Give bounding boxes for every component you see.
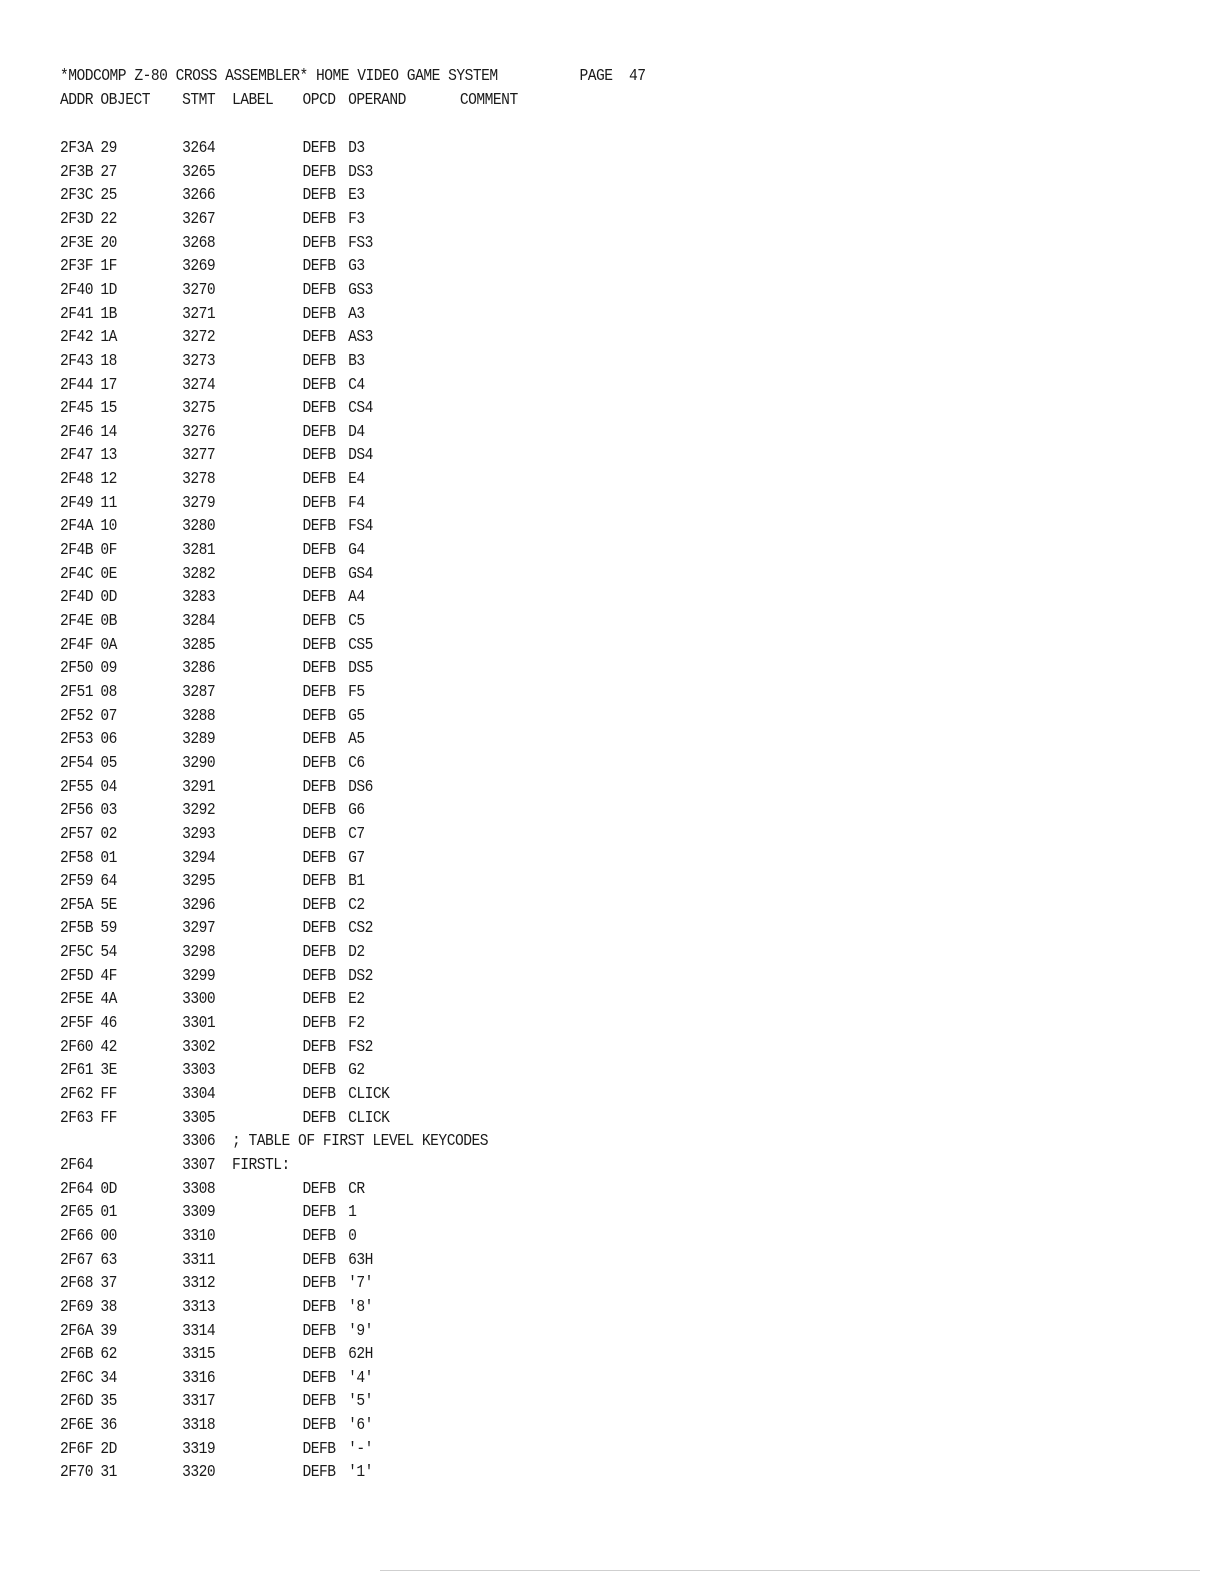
row-opcd: DEFB <box>302 493 336 513</box>
row-object: 42 <box>100 1037 117 1057</box>
row-stmt: 3309 <box>182 1203 216 1223</box>
row-object: 37 <box>100 1274 117 1294</box>
row-opcd: DEFB <box>302 209 336 229</box>
row-opcd: DEFB <box>302 375 336 395</box>
row-operand: FS2 <box>348 1037 373 1057</box>
row-object: 00 <box>100 1226 117 1246</box>
row-stmt: 3294 <box>182 848 216 868</box>
row-addr: 2F3E <box>60 233 94 253</box>
row-operand: AS3 <box>348 328 373 348</box>
row-addr: 2F5E <box>60 990 94 1010</box>
listing-header <box>60 66 646 88</box>
row-operand: F5 <box>348 682 365 702</box>
row-addr: 2F3F <box>60 257 94 277</box>
row-addr: 2F70 <box>60 1463 94 1483</box>
row-opcd: DEFB <box>302 1345 336 1365</box>
row-stmt: 3289 <box>182 730 216 750</box>
row-opcd: DEFB <box>302 186 336 206</box>
row-stmt: 3296 <box>182 895 216 915</box>
row-stmt: 3278 <box>182 470 216 490</box>
row-operand: G6 <box>348 801 365 821</box>
row-opcd: DEFB <box>302 895 336 915</box>
row-stmt: 3314 <box>182 1321 216 1341</box>
row-addr: 2F65 <box>60 1203 94 1223</box>
row-object: 59 <box>100 919 117 939</box>
row-opcd: DEFB <box>302 1085 336 1104</box>
row-stmt: 3295 <box>182 872 216 892</box>
row-label: FIRSTL: <box>232 1155 290 1175</box>
row-operand: D4 <box>348 422 365 442</box>
row-stmt: 3288 <box>182 706 216 726</box>
row-stmt: 3273 <box>182 351 216 371</box>
row-stmt: 3317 <box>182 1392 216 1412</box>
row-object: 1B <box>100 304 117 324</box>
row-operand: 0 <box>348 1226 357 1246</box>
row-opcd: DEFB <box>302 872 336 892</box>
row-opcd: DEFB <box>302 1226 336 1246</box>
row-stmt: 3306 <box>182 1132 216 1152</box>
row-object: 08 <box>100 682 117 702</box>
row-opcd: DEFB <box>302 351 336 371</box>
row-addr: 2F68 <box>60 1274 94 1294</box>
row-object: 1A <box>100 328 117 348</box>
col-addr-header: ADDR <box>60 91 94 110</box>
row-operand: E2 <box>348 990 365 1010</box>
row-opcd: DEFB <box>302 139 336 158</box>
row-object: 36 <box>100 1416 117 1436</box>
row-operand: CLICK <box>348 1085 390 1104</box>
row-opcd: DEFB <box>302 801 336 821</box>
row-object: 0A <box>100 635 117 655</box>
row-stmt: 3320 <box>182 1463 216 1483</box>
row-operand: '7' <box>348 1274 373 1294</box>
row-operand: G4 <box>348 541 365 560</box>
row-stmt: 3287 <box>182 682 216 702</box>
row-opcd: DEFB <box>302 612 336 631</box>
row-opcd: DEFB <box>302 446 336 466</box>
row-stmt: 3304 <box>182 1085 216 1104</box>
row-object: 0E <box>100 564 117 584</box>
row-addr: 2F57 <box>60 824 94 844</box>
row-operand: C4 <box>348 375 365 395</box>
row-addr: 2F4D <box>60 588 94 608</box>
column-headers <box>60 90 518 112</box>
row-opcd: DEFB <box>302 943 336 963</box>
row-operand: '6' <box>348 1416 373 1436</box>
row-addr: 2F3C <box>60 186 94 206</box>
row-object: 3E <box>100 1061 117 1081</box>
row-addr: 2F67 <box>60 1250 94 1270</box>
row-addr: 2F40 <box>60 280 94 300</box>
row-addr: 2F50 <box>60 659 94 679</box>
row-stmt: 3269 <box>182 257 216 277</box>
row-operand: D2 <box>348 943 365 963</box>
row-stmt: 3311 <box>182 1250 216 1270</box>
row-object: 1F <box>100 257 117 277</box>
row-opcd: DEFB <box>302 588 336 608</box>
row-opcd: DEFB <box>302 966 336 986</box>
row-addr: 2F6C <box>60 1368 94 1388</box>
row-object: 18 <box>100 351 117 371</box>
row-operand: FS4 <box>348 517 373 537</box>
row-stmt: 3268 <box>182 233 216 253</box>
row-operand: DS3 <box>348 162 373 182</box>
row-object: 38 <box>100 1297 117 1317</box>
row-object: 01 <box>100 848 117 868</box>
row-addr: 2F49 <box>60 493 94 513</box>
row-object: 25 <box>100 186 117 206</box>
col-stmt-header: STMT <box>182 91 216 110</box>
row-object: FF <box>100 1108 117 1128</box>
row-operand: E4 <box>348 470 365 490</box>
row-label: ; TABLE OF FIRST LEVEL KEYCODES <box>232 1132 488 1152</box>
row-stmt: 3272 <box>182 328 216 348</box>
row-operand: D3 <box>348 139 365 158</box>
row-stmt: 3284 <box>182 612 216 631</box>
row-operand: CLICK <box>348 1108 390 1128</box>
row-operand: B1 <box>348 872 365 892</box>
row-opcd: DEFB <box>302 328 336 348</box>
row-object: 20 <box>100 233 117 253</box>
row-operand: '1' <box>348 1463 373 1483</box>
row-addr: 2F53 <box>60 730 94 750</box>
row-addr: 2F47 <box>60 446 94 466</box>
row-opcd: DEFB <box>302 1014 336 1033</box>
row-stmt: 3291 <box>182 777 216 797</box>
row-operand: C7 <box>348 824 365 844</box>
row-stmt: 3302 <box>182 1037 216 1057</box>
row-opcd: DEFB <box>302 233 336 253</box>
row-opcd: DEFB <box>302 1297 336 1317</box>
row-opcd: DEFB <box>302 257 336 277</box>
row-object: 63 <box>100 1250 117 1270</box>
row-opcd: DEFB <box>302 399 336 419</box>
row-operand: E3 <box>348 186 365 206</box>
row-operand: CR <box>348 1179 365 1199</box>
row-object: 15 <box>100 399 117 419</box>
row-stmt: 3290 <box>182 753 216 773</box>
page-bottom-rule <box>380 1570 1200 1571</box>
row-stmt: 3293 <box>182 824 216 844</box>
row-addr: 2F59 <box>60 872 94 892</box>
row-stmt: 3316 <box>182 1368 216 1388</box>
row-object: 11 <box>100 493 117 513</box>
row-operand: DS5 <box>348 659 373 679</box>
row-addr: 2F55 <box>60 777 94 797</box>
row-stmt: 3276 <box>182 422 216 442</box>
row-opcd: DEFB <box>302 753 336 773</box>
row-operand: CS2 <box>348 919 373 939</box>
row-stmt: 3274 <box>182 375 216 395</box>
row-opcd: DEFB <box>302 1439 336 1459</box>
row-stmt: 3307 <box>182 1155 216 1175</box>
row-opcd: DEFB <box>302 706 336 726</box>
row-addr: 2F63 <box>60 1108 94 1128</box>
row-object: 1D <box>100 280 117 300</box>
row-stmt: 3305 <box>182 1108 216 1128</box>
row-opcd: DEFB <box>302 541 336 560</box>
listing-title: *MODCOMP Z-80 CROSS ASSEMBLER* HOME VIDEO GAME SYSTEM <box>60 67 498 86</box>
row-object: 29 <box>100 139 117 158</box>
row-object: 0B <box>100 612 117 631</box>
row-addr: 2F4C <box>60 564 94 584</box>
row-addr: 2F4A <box>60 517 94 537</box>
row-stmt: 3271 <box>182 304 216 324</box>
row-stmt: 3319 <box>182 1439 216 1459</box>
row-addr: 2F51 <box>60 682 94 702</box>
row-stmt: 3308 <box>182 1179 216 1199</box>
row-stmt: 3292 <box>182 801 216 821</box>
row-stmt: 3264 <box>182 139 216 158</box>
row-object: 39 <box>100 1321 117 1341</box>
row-object: 01 <box>100 1203 117 1223</box>
row-opcd: DEFB <box>302 1321 336 1341</box>
row-stmt: 3303 <box>182 1061 216 1081</box>
row-stmt: 3297 <box>182 919 216 939</box>
row-object: 31 <box>100 1463 117 1483</box>
row-addr: 2F3D <box>60 209 94 229</box>
row-operand: F2 <box>348 1014 365 1033</box>
row-operand: 1 <box>348 1203 357 1223</box>
row-object: 03 <box>100 801 117 821</box>
row-addr: 2F64 <box>60 1155 94 1175</box>
row-operand: CS5 <box>348 635 373 655</box>
row-opcd: DEFB <box>302 304 336 324</box>
row-addr: 2F5C <box>60 943 94 963</box>
row-addr: 2F5B <box>60 919 94 939</box>
row-opcd: DEFB <box>302 1250 336 1270</box>
row-object: 5E <box>100 895 117 915</box>
row-object: 0D <box>100 588 117 608</box>
row-addr: 2F52 <box>60 706 94 726</box>
row-operand: F4 <box>348 493 365 513</box>
row-opcd: DEFB <box>302 162 336 182</box>
row-opcd: DEFB <box>302 517 336 537</box>
row-object: 54 <box>100 943 117 963</box>
row-opcd: DEFB <box>302 777 336 797</box>
row-addr: 2F64 <box>60 1179 94 1199</box>
row-stmt: 3280 <box>182 517 216 537</box>
row-object: 06 <box>100 730 117 750</box>
row-addr: 2F43 <box>60 351 94 371</box>
row-stmt: 3266 <box>182 186 216 206</box>
row-opcd: DEFB <box>302 730 336 750</box>
row-opcd: DEFB <box>302 635 336 655</box>
row-addr: 2F45 <box>60 399 94 419</box>
row-object: 04 <box>100 777 117 797</box>
row-object: 10 <box>100 517 117 537</box>
row-operand: B3 <box>348 351 365 371</box>
row-stmt: 3283 <box>182 588 216 608</box>
row-opcd: DEFB <box>302 1203 336 1223</box>
row-operand: '4' <box>348 1368 373 1388</box>
row-object: 22 <box>100 209 117 229</box>
row-opcd: DEFB <box>302 1368 336 1388</box>
row-opcd: DEFB <box>302 990 336 1010</box>
row-opcd: DEFB <box>302 564 336 584</box>
row-addr: 2F56 <box>60 801 94 821</box>
row-stmt: 3281 <box>182 541 216 560</box>
row-operand: GS3 <box>348 280 373 300</box>
row-opcd: DEFB <box>302 422 336 442</box>
row-object: 05 <box>100 753 117 773</box>
row-stmt: 3267 <box>182 209 216 229</box>
row-operand: F3 <box>348 209 365 229</box>
row-stmt: 3299 <box>182 966 216 986</box>
row-stmt: 3282 <box>182 564 216 584</box>
row-operand: G5 <box>348 706 365 726</box>
row-object: 4F <box>100 966 117 986</box>
row-addr: 2F62 <box>60 1085 94 1104</box>
row-stmt: 3279 <box>182 493 216 513</box>
row-stmt: 3300 <box>182 990 216 1010</box>
row-operand: '8' <box>348 1297 373 1317</box>
row-addr: 2F5A <box>60 895 94 915</box>
col-object-header: OBJECT <box>100 91 150 110</box>
row-addr: 2F6F <box>60 1439 94 1459</box>
row-operand: A5 <box>348 730 365 750</box>
row-operand: G3 <box>348 257 365 277</box>
row-object: 64 <box>100 872 117 892</box>
row-addr: 2F48 <box>60 470 94 490</box>
row-addr: 2F5D <box>60 966 94 986</box>
row-stmt: 3265 <box>182 162 216 182</box>
row-opcd: DEFB <box>302 1392 336 1412</box>
row-stmt: 3275 <box>182 399 216 419</box>
row-addr: 2F4F <box>60 635 94 655</box>
row-stmt: 3301 <box>182 1014 216 1033</box>
row-stmt: 3318 <box>182 1416 216 1436</box>
row-object: 07 <box>100 706 117 726</box>
row-stmt: 3286 <box>182 659 216 679</box>
row-object: 09 <box>100 659 117 679</box>
row-opcd: DEFB <box>302 280 336 300</box>
row-object: 14 <box>100 422 117 442</box>
row-addr: 2F46 <box>60 422 94 442</box>
row-object: 12 <box>100 470 117 490</box>
row-opcd: DEFB <box>302 682 336 702</box>
row-addr: 2F4E <box>60 612 94 631</box>
row-addr: 2F6D <box>60 1392 94 1412</box>
row-operand: G2 <box>348 1061 365 1081</box>
row-addr: 2F66 <box>60 1226 94 1246</box>
row-opcd: DEFB <box>302 919 336 939</box>
row-operand: 62H <box>348 1345 373 1365</box>
row-addr: 2F58 <box>60 848 94 868</box>
row-opcd: DEFB <box>302 1037 336 1057</box>
row-object: 17 <box>100 375 117 395</box>
row-operand: DS2 <box>348 966 373 986</box>
row-object: 0F <box>100 541 117 560</box>
row-operand: 63H <box>348 1250 373 1270</box>
row-opcd: DEFB <box>302 848 336 868</box>
row-addr: 2F6B <box>60 1345 94 1365</box>
row-stmt: 3315 <box>182 1345 216 1365</box>
row-addr: 2F42 <box>60 328 94 348</box>
row-stmt: 3277 <box>182 446 216 466</box>
row-addr: 2F3A <box>60 139 94 158</box>
row-object: 34 <box>100 1368 117 1388</box>
row-opcd: DEFB <box>302 1108 336 1128</box>
row-addr: 2F69 <box>60 1297 94 1317</box>
row-opcd: DEFB <box>302 1179 336 1199</box>
row-addr: 2F3B <box>60 162 94 182</box>
row-addr: 2F41 <box>60 304 94 324</box>
row-operand: CS4 <box>348 399 373 419</box>
row-object: 13 <box>100 446 117 466</box>
row-opcd: DEFB <box>302 1061 336 1081</box>
row-operand: DS6 <box>348 777 373 797</box>
row-operand: G7 <box>348 848 365 868</box>
row-object: 27 <box>100 162 117 182</box>
row-opcd: DEFB <box>302 1463 336 1483</box>
row-operand: C6 <box>348 753 365 773</box>
row-operand: '9' <box>348 1321 373 1341</box>
row-operand: DS4 <box>348 446 373 466</box>
row-object: 46 <box>100 1014 117 1033</box>
col-opcd-header: OPCD <box>302 91 336 110</box>
row-stmt: 3310 <box>182 1226 216 1246</box>
col-comment-header: COMMENT <box>459 91 518 110</box>
row-operand: GS4 <box>348 564 373 584</box>
row-stmt: 3270 <box>182 280 216 300</box>
row-operand: C2 <box>348 895 365 915</box>
row-object: 0D <box>100 1179 117 1199</box>
row-stmt: 3285 <box>182 635 216 655</box>
row-stmt: 3298 <box>182 943 216 963</box>
col-label-header: LABEL <box>232 91 274 110</box>
row-operand: '5' <box>348 1392 373 1412</box>
row-operand: A4 <box>348 588 365 608</box>
row-addr: 2F6E <box>60 1416 94 1436</box>
row-opcd: DEFB <box>302 470 336 490</box>
row-opcd: DEFB <box>302 824 336 844</box>
row-stmt: 3312 <box>182 1274 216 1294</box>
col-operand-header: OPERAND <box>348 91 406 110</box>
row-addr: 2F60 <box>60 1037 94 1057</box>
row-addr: 2F5F <box>60 1014 94 1033</box>
row-object: 35 <box>100 1392 117 1412</box>
row-opcd: DEFB <box>302 659 336 679</box>
row-object: FF <box>100 1085 117 1104</box>
row-addr: 2F44 <box>60 375 94 395</box>
page-number: PAGE 47 <box>579 67 646 86</box>
row-stmt: 3313 <box>182 1297 216 1317</box>
row-addr: 2F6A <box>60 1321 94 1341</box>
row-addr: 2F4B <box>60 541 94 560</box>
row-operand: '-' <box>348 1439 373 1459</box>
row-object: 2D <box>100 1439 117 1459</box>
row-operand: FS3 <box>348 233 373 253</box>
row-object: 62 <box>100 1345 117 1365</box>
row-operand: C5 <box>348 612 365 631</box>
row-opcd: DEFB <box>302 1416 336 1436</box>
row-object: 4A <box>100 990 117 1010</box>
row-addr: 2F54 <box>60 753 94 773</box>
row-addr: 2F61 <box>60 1061 94 1081</box>
row-object: 02 <box>100 824 117 844</box>
row-opcd: DEFB <box>302 1274 336 1294</box>
row-operand: A3 <box>348 304 365 324</box>
